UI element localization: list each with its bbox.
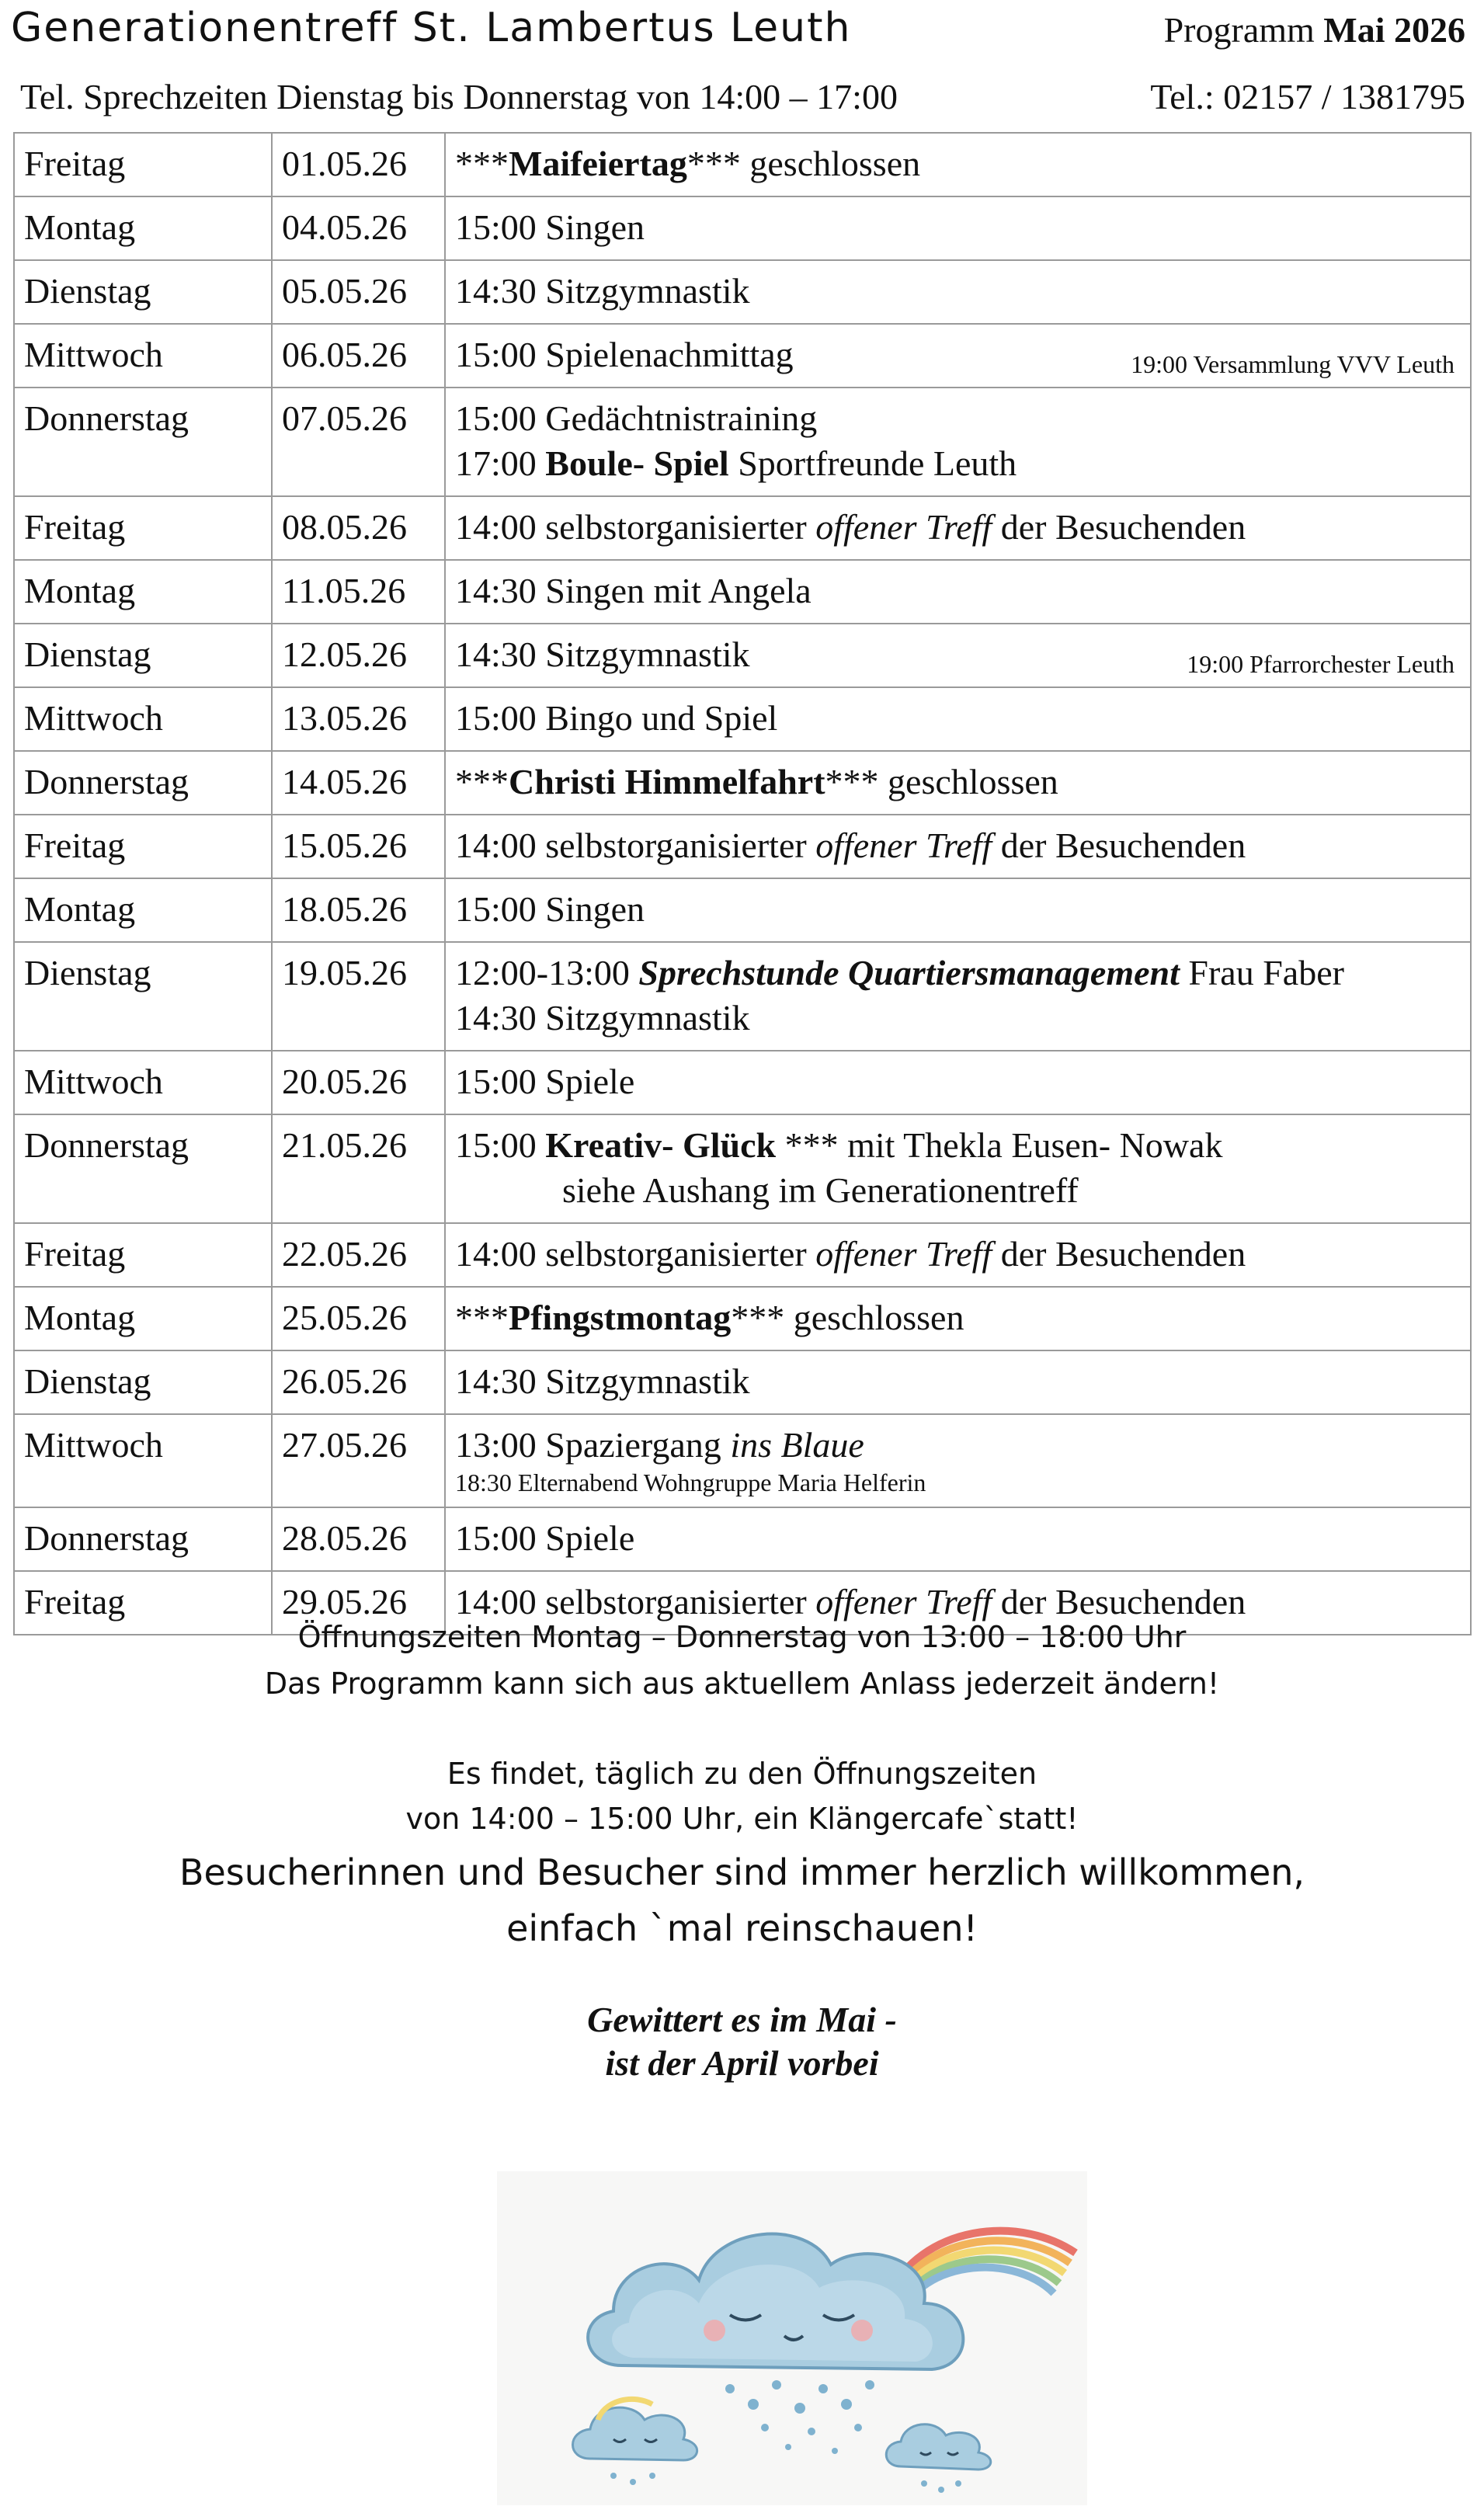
table-row	[14, 1350, 1471, 1414]
date-cell: 21.05.26	[272, 1114, 445, 1223]
side-note: 19:00 Pfarrorchester Leuth	[1187, 650, 1454, 678]
activity-text: offener Treff	[815, 826, 992, 865]
day-cell: Montag	[14, 878, 272, 942]
activity-cell	[445, 260, 1471, 324]
activity-line	[455, 823, 1461, 868]
activity-cell	[445, 815, 1471, 878]
activity-text: 14:00 selbstorganisierter	[455, 826, 816, 865]
date-cell: 11.05.26	[272, 560, 445, 624]
activity-line	[455, 1295, 1461, 1340]
activity-text: 14:30 Sitzgymnastik	[455, 1361, 750, 1401]
activity-text: *** mit Thekla Eusen- Nowak	[776, 1125, 1223, 1165]
table-row	[14, 260, 1471, 324]
activity-text: ***	[455, 1298, 509, 1337]
page-title: Generationentreff St. Lambertus Leuth	[11, 5, 852, 51]
activity-text: Sportfreunde Leuth	[728, 443, 1017, 483]
activity-cell	[445, 1114, 1471, 1223]
activity-text: 15:00 Singen	[455, 207, 645, 247]
activity-text: *** geschlossen	[686, 144, 921, 183]
day-cell: Donnerstag	[14, 1507, 272, 1571]
date-cell: 22.05.26	[272, 1223, 445, 1287]
activity-cell	[445, 1350, 1471, 1414]
day-cell: Dienstag	[14, 624, 272, 687]
activity-cell	[445, 1287, 1471, 1350]
rain-drops	[725, 2380, 874, 2454]
activity-text: Pfingstmontag	[509, 1298, 732, 1337]
day-cell: Montag	[14, 196, 272, 260]
activity-text: offener Treff	[815, 1582, 992, 1621]
day-cell: Dienstag	[14, 260, 272, 324]
table-row	[14, 324, 1471, 388]
date-cell: 15.05.26	[272, 815, 445, 878]
program-month-label	[1164, 9, 1465, 50]
table-row	[14, 133, 1471, 196]
smiling-rain-cloud-with-rainbow-icon	[497, 2171, 1087, 2505]
activity-line	[455, 1359, 1461, 1404]
day-cell: Freitag	[14, 815, 272, 878]
day-cell: Montag	[14, 560, 272, 624]
day-cell: Mittwoch	[14, 1414, 272, 1507]
opening-hours: Öffnungszeiten Montag – Donnerstag von 13:00 – 18:00 Uhr	[297, 1620, 1187, 1654]
activity-line	[455, 1168, 1461, 1213]
date-cell: 27.05.26	[272, 1414, 445, 1507]
activity-line	[455, 441, 1461, 486]
activity-cell	[445, 1051, 1471, 1114]
activity-cell	[445, 1223, 1471, 1287]
activity-text: 15:00 Gedächtnistraining	[455, 398, 818, 438]
activity-text: ***	[455, 762, 509, 801]
cafe-line-2: von 14:00 – 15:00 Uhr, ein Klängercafe`statt!	[405, 1802, 1079, 1836]
activity-line	[455, 1468, 1461, 1497]
cafe-line-1: Es findet, täglich zu den Öffnungszeiten	[447, 1757, 1037, 1791]
date-cell: 08.05.26	[272, 496, 445, 560]
activity-line	[455, 951, 1461, 996]
small-cloud-left	[573, 2399, 697, 2485]
table-row	[14, 1114, 1471, 1223]
activity-text: 18:30 Elternabend Wohngruppe Maria Helferin	[455, 1469, 926, 1496]
date-cell: 14.05.26	[272, 751, 445, 815]
activity-line	[455, 205, 1461, 250]
activity-line	[455, 887, 1461, 932]
activity-cell	[445, 1507, 1471, 1571]
activity-cell	[445, 624, 1471, 687]
date-cell: 07.05.26	[272, 388, 445, 496]
day-cell: Mittwoch	[14, 687, 272, 751]
activity-text: Christi Himmelfahrt	[509, 762, 825, 801]
activity-text: 14:30 Sitzgymnastik	[455, 271, 750, 311]
day-cell: Dienstag	[14, 1350, 272, 1414]
day-cell: Donnerstag	[14, 388, 272, 496]
activity-line	[455, 1059, 1461, 1104]
activity-text: der Besuchenden	[992, 1582, 1246, 1621]
activity-cell	[445, 388, 1471, 496]
table-row	[14, 751, 1471, 815]
phone-number: Tel.: 02157 / 1381795	[1150, 77, 1465, 116]
table-row	[14, 1414, 1471, 1507]
date-cell: 29.05.26	[272, 1571, 445, 1635]
program-table-body	[14, 133, 1471, 1635]
activity-cell	[445, 196, 1471, 260]
date-cell: 13.05.26	[272, 687, 445, 751]
table-row	[14, 942, 1471, 1051]
table-row	[14, 687, 1471, 751]
activity-text: 14:30 Sitzgymnastik	[455, 634, 750, 674]
activity-line	[455, 1580, 1461, 1625]
activity-text: 15:00 Spiele	[455, 1518, 635, 1558]
activity-text: Sprechstunde Quartiersmanagement	[638, 953, 1180, 992]
activity-text: *** geschlossen	[825, 762, 1058, 801]
activity-text: offener Treff	[815, 507, 992, 547]
activity-text: siehe Aushang im Generationentreff	[562, 1170, 1079, 1210]
activity-line	[455, 141, 1461, 186]
table-row	[14, 878, 1471, 942]
activity-text: der Besuchenden	[992, 826, 1246, 865]
day-cell: Mittwoch	[14, 1051, 272, 1114]
table-row	[14, 815, 1471, 878]
table-row	[14, 196, 1471, 260]
date-cell: 04.05.26	[272, 196, 445, 260]
activity-text: 14:30 Singen mit Angela	[455, 571, 812, 610]
activity-text: 12:00-13:00	[455, 953, 639, 992]
table-row	[14, 1223, 1471, 1287]
day-cell: Freitag	[14, 496, 272, 560]
table-row	[14, 1287, 1471, 1350]
date-cell: 19.05.26	[272, 942, 445, 1051]
welcome-line-1: Besucherinnen und Besucher sind immer herzlich willkommen,	[179, 1851, 1305, 1893]
small-cloud-right	[886, 2424, 991, 2493]
table-row	[14, 560, 1471, 624]
day-cell: Dienstag	[14, 942, 272, 1051]
date-cell: 06.05.26	[272, 324, 445, 388]
activity-text: 14:00 selbstorganisierter	[455, 1582, 816, 1621]
table-row	[14, 624, 1471, 687]
activity-text: Maifeiertag	[509, 144, 687, 183]
activity-line	[455, 996, 1461, 1041]
activity-text: 14:30 Sitzgymnastik	[455, 998, 750, 1038]
date-cell: 26.05.26	[272, 1350, 445, 1414]
program-table	[13, 132, 1472, 1635]
day-cell: Freitag	[14, 1223, 272, 1287]
activity-line	[455, 1516, 1461, 1561]
date-cell: 25.05.26	[272, 1287, 445, 1350]
activity-line	[455, 269, 1461, 314]
day-cell: Donnerstag	[14, 1114, 272, 1223]
big-cloud	[588, 2234, 963, 2369]
activity-text: *** geschlossen	[731, 1298, 964, 1337]
activity-text: 14:00 selbstorganisierter	[455, 1234, 816, 1274]
activity-cell	[445, 133, 1471, 196]
activity-cell	[445, 687, 1471, 751]
motto-line-2: ist der April vorbei	[605, 2043, 879, 2083]
activity-text: 17:00	[455, 443, 546, 483]
activity-text: 15:00	[455, 1125, 546, 1165]
change-notice: Das Programm kann sich aus aktuellem Anlass jederzeit ändern!	[264, 1667, 1220, 1701]
table-row	[14, 1051, 1471, 1114]
activity-text: Frau Faber	[1179, 953, 1344, 992]
activity-line	[455, 759, 1461, 805]
activity-cell	[445, 496, 1471, 560]
table-row	[14, 388, 1471, 496]
activity-text: 14:00 selbstorganisierter	[455, 507, 816, 547]
day-cell: Mittwoch	[14, 324, 272, 388]
activity-cell	[445, 560, 1471, 624]
day-cell: Montag	[14, 1287, 272, 1350]
activity-cell	[445, 942, 1471, 1051]
program-month: Mai 2026	[1323, 10, 1465, 50]
office-hours: Tel. Sprechzeiten Dienstag bis Donnerstag von 14:00 – 17:00	[20, 77, 898, 116]
table-row	[14, 496, 1471, 560]
welcome-line-2: einfach `mal reinschauen!	[506, 1907, 978, 1949]
activity-line	[455, 568, 1461, 613]
activity-line	[455, 1123, 1461, 1168]
date-cell: 28.05.26	[272, 1507, 445, 1571]
day-cell: Freitag	[14, 133, 272, 196]
activity-cell	[445, 878, 1471, 942]
motto-line-1: Gewittert es im Mai -	[587, 2000, 897, 2039]
day-cell: Donnerstag	[14, 751, 272, 815]
side-note: 19:00 Versammlung VVV Leuth	[1131, 350, 1454, 378]
activity-cell	[445, 1414, 1471, 1507]
activity-text: ***	[455, 144, 509, 183]
activity-text: 15:00 Singen	[455, 889, 645, 929]
activity-line	[455, 1232, 1461, 1277]
activity-line	[455, 396, 1461, 441]
activity-text: 13:00 Spaziergang	[455, 1425, 731, 1465]
table-row	[14, 1507, 1471, 1571]
date-cell: 18.05.26	[272, 878, 445, 942]
activity-text: 15:00 Spielenachmittag	[455, 335, 794, 374]
date-cell: 20.05.26	[272, 1051, 445, 1114]
activity-text: der Besuchenden	[992, 1234, 1246, 1274]
activity-line	[455, 1423, 1461, 1468]
activity-text: offener Treff	[815, 1234, 992, 1274]
activity-text: 15:00 Spiele	[455, 1062, 635, 1101]
activity-text: ins Blaue	[730, 1425, 864, 1465]
activity-text: 15:00 Bingo und Spiel	[455, 698, 778, 738]
activity-line	[455, 505, 1461, 550]
day-cell: Freitag	[14, 1571, 272, 1635]
program-label: Programm	[1163, 10, 1315, 50]
activity-cell	[445, 751, 1471, 815]
activity-text: der Besuchenden	[992, 507, 1246, 547]
activity-line	[455, 696, 1461, 741]
activity-text: Boule- Spiel	[545, 443, 729, 483]
activity-text: Kreativ- Glück	[545, 1125, 777, 1165]
date-cell: 01.05.26	[272, 133, 445, 196]
date-cell: 12.05.26	[272, 624, 445, 687]
date-cell: 05.05.26	[272, 260, 445, 324]
activity-cell	[445, 324, 1471, 388]
